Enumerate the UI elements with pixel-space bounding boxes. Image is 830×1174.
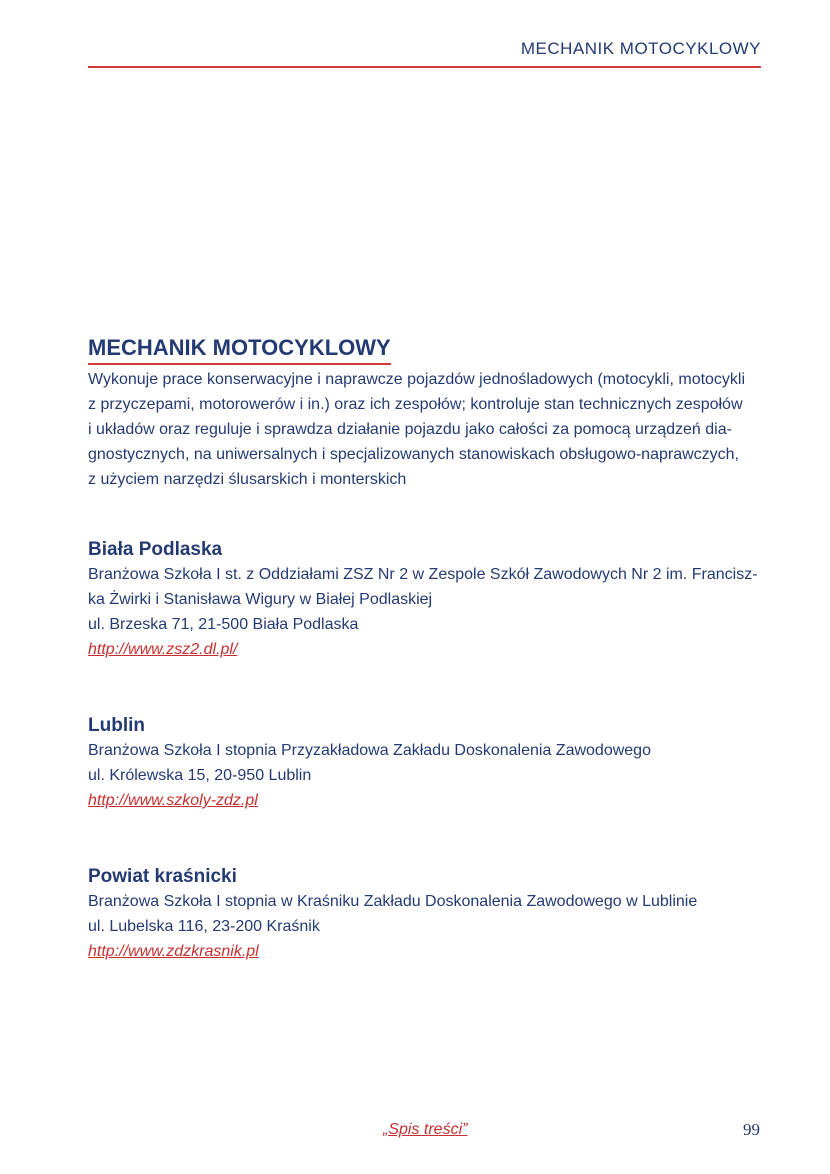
page-footer bbox=[0, 1118, 830, 1142]
region-name: Lublin bbox=[88, 715, 145, 736]
description-line: z użyciem narzędzi ślusarskich i monterskich bbox=[88, 471, 407, 488]
school-name-line: Branżowa Szkoła I stopnia Przyzakładowa Zakładu Doskonalenia Zawodowego bbox=[88, 742, 651, 759]
table-of-contents-link[interactable]: „Spis treści” bbox=[383, 1121, 468, 1138]
region-name: Powiat kraśnicki bbox=[88, 866, 237, 887]
region-name: Biała Podlaska bbox=[88, 539, 223, 560]
profession-title: MECHANIK MOTOCYKLOWY bbox=[88, 333, 391, 365]
school-website-link[interactable]: http://www.zsz2.dl.pl/ bbox=[88, 641, 238, 658]
description-line: Wykonuje prace konserwacyjne i naprawcze pojazdów jednośladowych (motocykli, motocykli bbox=[88, 371, 746, 388]
school-address: ul. Brzeska 71, 21-500 Biała Podlaska bbox=[88, 616, 359, 633]
school-address: ul. Królewska 15, 20-950 Lublin bbox=[88, 767, 312, 784]
region-powiat-krasnicki bbox=[88, 864, 768, 964]
school-address: ul. Lubelska 116, 23-200 Kraśnik bbox=[88, 918, 320, 935]
description-line: gnostycznych, na uniwersalnych i specjalizowanych stanowiskach obsługowo-naprawczych, bbox=[88, 446, 739, 463]
description-line: i układów oraz reguluje i sprawdza działanie pojazdu jako całości za pomocą urządzeń dia- bbox=[88, 421, 732, 438]
running-header-title: MECHANIK MOTOCYKLOWY bbox=[520, 39, 761, 58]
description-line: z przyczepami, motorowerów i in.) oraz ich zespołów; kontroluje stan technicznych zespołów bbox=[88, 396, 743, 413]
region-biala-podlaska bbox=[88, 537, 768, 662]
school-website-link[interactable]: http://www.szkoly-zdz.pl bbox=[88, 792, 258, 809]
school-name-line: Branżowa Szkoła I stopnia w Kraśniku Zakładu Doskonalenia Zawodowego w Lublinie bbox=[88, 893, 698, 910]
profession-section bbox=[88, 333, 761, 492]
page-number: 99 bbox=[743, 1120, 760, 1139]
profession-description bbox=[88, 367, 761, 492]
school-name-line: ka Żwirki i Stanisława Wigury w Białej Podlaskiej bbox=[88, 591, 433, 608]
region-lublin bbox=[88, 713, 768, 813]
page-header bbox=[88, 0, 761, 68]
school-name-line: Branżowa Szkoła I st. z Oddziałami ZSZ Nr 2 w Zespole Szkół Zawodowych Nr 2 im. Francisz- bbox=[88, 566, 758, 583]
school-website-link[interactable]: http://www.zdzkrasnik.pl bbox=[88, 943, 259, 960]
